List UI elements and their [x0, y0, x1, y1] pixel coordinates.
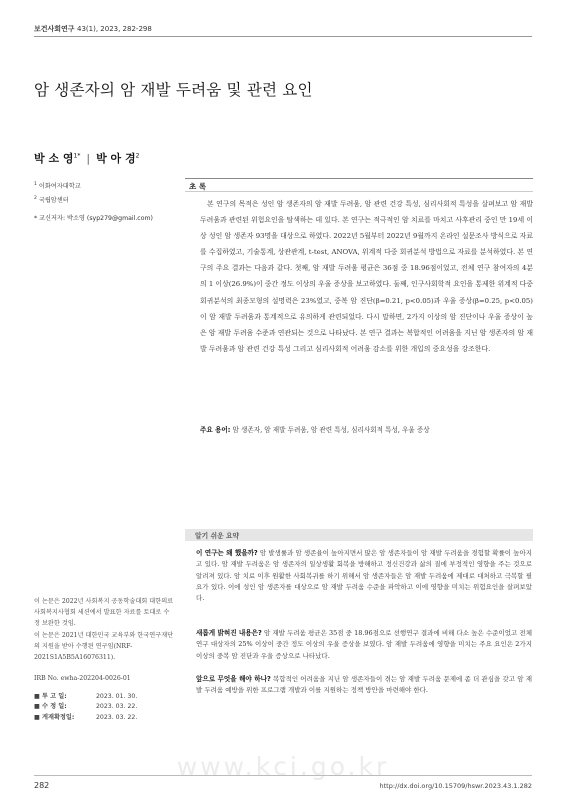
date-label: ■ 수 정 일: [34, 703, 67, 711]
author-name: 박 소 영 [34, 152, 74, 165]
date-row [34, 692, 137, 702]
affiliation-text: 이화여자대학교 [38, 183, 81, 190]
abstract-heading: 초 록 [189, 182, 207, 191]
doi-link[interactable]: http://dx.doi.org/10.15709/hswr.2023.43.1.282 [379, 782, 532, 790]
affiliation-text: 국립암센터 [38, 197, 69, 204]
date-value: 2023. 01. 30. [96, 693, 138, 700]
journal-header [34, 24, 152, 34]
summary-question: 새롭게 밝혀진 내용은? [196, 629, 262, 637]
header-rule [34, 36, 532, 37]
date-label: ■ 게재확정일: [34, 713, 75, 721]
page-number: 282 [34, 781, 50, 790]
footer-rule [34, 775, 532, 776]
article-title: 암 생존자의 암 재발 두려움 및 관련 요인 [34, 81, 313, 99]
author-name: 박 아 경 [96, 152, 136, 165]
summary-answer: 복합적인 어려움을 지닌 암 생존자들이 겪는 암 재발 두려움 문제에 좀 더 관심을 갖고 암 재발 두려움 예방을 위한 프로그램 개발과 이를 지원하는 정책 방안을 마련해야 한다. [196, 675, 532, 695]
author-list [34, 150, 139, 166]
date-value: 2023. 03. 22. [96, 703, 138, 711]
abstract-divider [185, 191, 533, 192]
date-value: 2023. 03. 22. [96, 713, 138, 721]
summary-question: 앞으로 무엇을 해야 하나? [196, 675, 271, 683]
submission-dates [34, 692, 137, 723]
date-label: ■ 투 고 일: [34, 693, 67, 700]
funding-note: 이 논문은 2021년 대한민국 교육부와 한국연구재단의 지원을 받아 수행된 연구임(NRF-2021S1A5B5A16076311). [34, 632, 174, 662]
keywords-label: 주요 용어: [200, 426, 231, 434]
summary-answer: 암 재발 두려움 평균은 35점 중 18.96점으로 선행연구 결과에 비해 다소 높은 수준이었고 전체 연구 대상자의 25% 이상이 중간 정도 이상의 우울 증상을 보였다. 암 재발 두려움에 영향을 미치는 주요 요인은 2가지 이상의 중복 암 진단과 우울 증상으로 나타났다. [196, 629, 532, 660]
abstract-rule [185, 178, 533, 179]
funding-note: 이 논문은 2022년 사회복지 공동학술대회 대한의료사회복지사협회 세션에서 발표한 자료를 토대로 수정 보완한 것임. [34, 598, 174, 628]
date-row [34, 702, 137, 712]
journal-name: 보건사회연구 [34, 25, 75, 33]
summary-question: 이 연구는 왜 했을까? [196, 549, 258, 557]
keywords-text: 암 생존자, 암 재발 두려움, 암 관련 특성, 심리사회적 특성, 우울 증상 [232, 426, 430, 434]
irb-number: IRB No. ewha-202204-0026-01 [34, 675, 131, 682]
summary-answer: 암 발생률과 암 생존율이 높아지면서 많은 암 생존자들이 암 재발 두려움을 경험할 확률이 높아지고 있다. 암 재발 두려움은 암 생존자의 일상생활 회복을 방해하고 정신건강과 삶의 질에 부정적인 영향을 주는 것으로 알려져 있다. 암 치료 이후 원활한 사회복귀를 하기 위해서 암 생존자들은 암 재발 두려움에 제대로 대처하고 극복할 필요가 있다. 이에 성인 암 생존자를 대상으로 암 재발 두려움 수준을 파악하고 이에 영향을 미치는 위험요인을 살펴보았다. [196, 549, 532, 603]
affiliation-sup: 2 [34, 195, 37, 201]
author-sup: 1* [73, 152, 81, 160]
author-separator: | [86, 152, 91, 165]
easy-summary-bar [185, 529, 533, 541]
affiliation [34, 181, 81, 190]
keywords [200, 424, 533, 434]
affiliation [34, 195, 69, 204]
summary-item [196, 628, 532, 662]
journal-issue: 43(1), 2023, 282-298 [77, 25, 152, 33]
watermark: www.kci.go.kr [176, 752, 390, 781]
corresponding-author: * 교신저자: 박소영 (syp279@gmail.com) [34, 215, 153, 222]
summary-item [196, 548, 532, 604]
easy-summary-title: 알기 쉬운 요약 [195, 532, 240, 540]
summary-item [196, 674, 532, 697]
date-row [34, 713, 137, 723]
author-sup: 2 [135, 152, 140, 160]
affiliation-sup: 1 [34, 181, 37, 187]
abstract-body: 본 연구의 목적은 성인 암 생존자의 암 재발 두려움, 암 관련 건강 특성, 심리사회적 특성을 살펴보고 암 재발 두려움과 관련된 위험요인을 탐색하는 데 있다. 본 연구는 적극적인 암 치료를 마치고 사후관리 중인 만 19세 이상 성인 암 생존자 93명을 대상으로 하였다. 2022년 5월부터 2022년 9월까지 온라인 설문조사 방식으로 자료를 수집하였고, 기술통계, 상관관계, t-test, ANOVA, 위계적 다중 회귀분석 방법으로 자료를 분석하였다. 본 연구의 주요 결과는 다음과 같다. 첫째, 암 재발 두려움 평균은 36점 중 18.96점이었고, 전체 연구 참여자의 4분의 1 이상(26.9%)이 중간 정도 이상의 우울 증상을 보고하였다. 둘째, 인구사회학적 요인을 통제한 위계적 다중 회귀분석의 최종모형의 설명력은 23%였고, 중복 암 진단(β=0.21, p<0.05)과 우울 증상(β=0.25, p<0.05)이 암 재발 두려움과 통계적으로 유의하게 관련되었다. 다시 말하면, 2가지 이상의 암 진단이나 우울 증상이 높은 암 재발 두려움 수준과 연관되는 것으로 나타났다. 본 연구 결과는 복합적인 어려움을 지닌 암 생존자의 암 재발 두려움과 암 관련 건강 특성 그리고 심리사회적 어려움 감소를 위한 개입의 중요성을 강조한다. [200, 200, 533, 353]
